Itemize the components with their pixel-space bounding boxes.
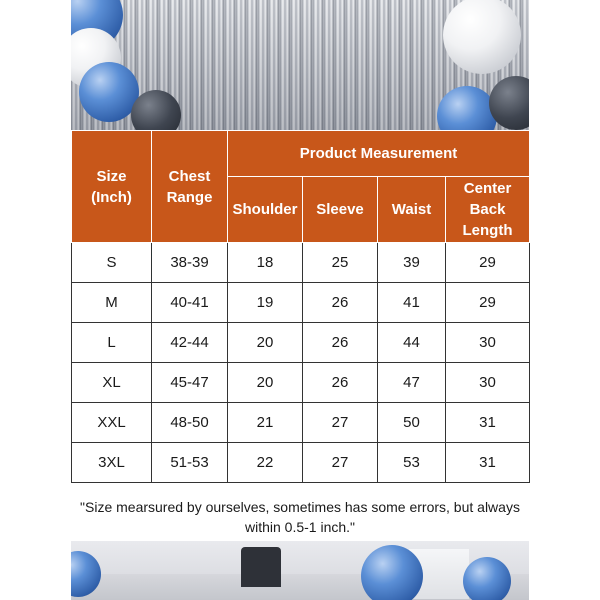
cell-center-back: 31 <box>446 403 530 443</box>
cell-sleeve: 27 <box>303 403 378 443</box>
cell-size: L <box>72 323 152 363</box>
size-table <box>71 130 530 483</box>
table-row <box>72 283 530 323</box>
cell-sleeve: 26 <box>303 363 378 403</box>
header-product-measurement: Product Measurement <box>228 131 530 177</box>
cell-shoulder: 18 <box>228 243 303 283</box>
cell-waist: 53 <box>378 443 446 483</box>
cell-shoulder: 21 <box>228 403 303 443</box>
table-row <box>72 323 530 363</box>
cell-chest: 38-39 <box>152 243 228 283</box>
cell-center-back: 29 <box>446 243 530 283</box>
balloon-photo-bottom <box>71 541 529 600</box>
balloon-image <box>131 90 181 130</box>
cell-chest: 51-53 <box>152 443 228 483</box>
cell-waist: 47 <box>378 363 446 403</box>
balloon-image <box>443 0 521 74</box>
header-sleeve: Sleeve <box>303 177 378 243</box>
cell-chest: 45-47 <box>152 363 228 403</box>
cell-sleeve: 26 <box>303 283 378 323</box>
header-chest-range: Chest Range <box>152 131 228 243</box>
header-center-back-length: Center Back Length <box>446 177 530 243</box>
cell-center-back: 30 <box>446 323 530 363</box>
cell-sleeve: 26 <box>303 323 378 363</box>
cell-center-back: 30 <box>446 363 530 403</box>
cell-shoulder: 22 <box>228 443 303 483</box>
cell-chest: 42-44 <box>152 323 228 363</box>
cell-waist: 41 <box>378 283 446 323</box>
cell-center-back: 31 <box>446 443 530 483</box>
cell-size: XXL <box>72 403 152 443</box>
pedestal-image <box>241 547 281 587</box>
cell-size: S <box>72 243 152 283</box>
cell-size: XL <box>72 363 152 403</box>
cell-shoulder: 20 <box>228 363 303 403</box>
cell-waist: 44 <box>378 323 446 363</box>
table-row <box>72 443 530 483</box>
cell-shoulder: 20 <box>228 323 303 363</box>
cell-size: 3XL <box>72 443 152 483</box>
cell-waist: 39 <box>378 243 446 283</box>
table-row <box>72 243 530 283</box>
cell-shoulder: 19 <box>228 283 303 323</box>
header-waist: Waist <box>378 177 446 243</box>
balloon-image <box>437 86 497 130</box>
cell-chest: 48-50 <box>152 403 228 443</box>
balloon-image <box>361 545 423 600</box>
table-row <box>72 403 530 443</box>
cell-waist: 50 <box>378 403 446 443</box>
tinsel-balloon-photo-top <box>71 0 529 130</box>
cell-sleeve: 27 <box>303 443 378 483</box>
cell-center-back: 29 <box>446 283 530 323</box>
table-row <box>72 363 530 403</box>
cell-sleeve: 25 <box>303 243 378 283</box>
header-size: Size (Inch) <box>72 131 152 243</box>
cell-chest: 40-41 <box>152 283 228 323</box>
measurement-note: "Size mearsured by ourselves, sometimes has some errors, but always within 0.5-1 inch." <box>80 499 520 535</box>
balloon-image <box>79 62 139 122</box>
header-shoulder: Shoulder <box>228 177 303 243</box>
balloon-image <box>463 557 511 600</box>
cell-size: M <box>72 283 152 323</box>
